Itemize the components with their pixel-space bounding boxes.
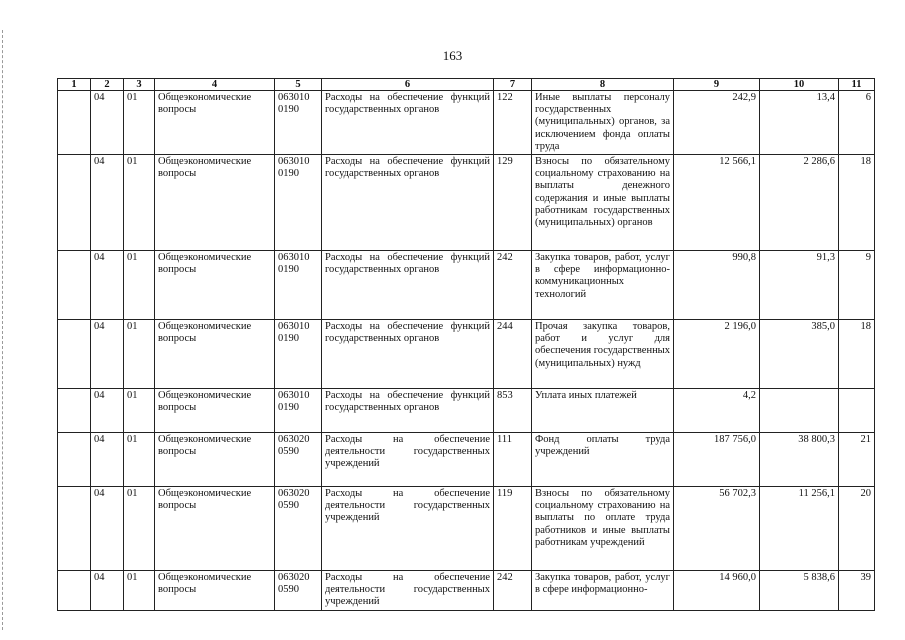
cell-text: 91,3 — [816, 252, 835, 264]
cell-text: Закупка товаров, работ, услуг в сфере информационно- — [535, 572, 670, 596]
target-code-part1: 063010 — [278, 390, 310, 402]
cell-target-name — [322, 433, 494, 487]
cell-text: Общеэкономические вопросы — [158, 572, 252, 596]
budget-table — [57, 78, 875, 611]
target-code-part1: 063020 — [278, 488, 310, 500]
cell-target-name — [322, 389, 494, 433]
cell-text: 01 — [127, 390, 138, 402]
table-row — [58, 487, 875, 571]
cell-text: 18 — [860, 321, 871, 333]
target-code-part1: 063010 — [278, 252, 310, 264]
cell-expense-type — [494, 487, 532, 571]
target-code-part2: 0190 — [278, 168, 299, 180]
target-code-part1: 063010 — [278, 156, 310, 168]
table-body — [58, 91, 875, 611]
table-row — [58, 389, 875, 433]
cell-text: Общеэкономические вопросы — [158, 390, 252, 414]
cell-text: 18 — [860, 156, 871, 168]
cell-section — [91, 571, 124, 611]
cell-section-name — [155, 91, 275, 155]
cell-text: 11 256,1 — [798, 488, 835, 500]
cell-expense-name — [532, 389, 674, 433]
page-number: 163 — [442, 48, 463, 63]
cell-text: 119 — [497, 488, 513, 500]
cell-amount-plan — [674, 320, 760, 389]
cell-target-name — [322, 251, 494, 320]
cell-text: 122 — [497, 92, 513, 103]
cell-amount-actual — [760, 389, 839, 433]
cell-percent — [839, 91, 875, 155]
cell-text: Общеэкономические вопросы — [158, 156, 252, 180]
cell-text: Взносы по обязательному социальному страхованию на выплаты денежного содержания и иные выплаты работникам государственных (муниципальных) органов — [535, 156, 670, 229]
cell-percent — [839, 487, 875, 571]
cell-text: Общеэкономические вопросы — [158, 252, 252, 276]
header-row — [58, 79, 875, 91]
cell-text: 990,8 — [732, 252, 756, 264]
cell-text: Расходы на обеспечение функций государственных органов — [325, 92, 490, 116]
cell-col1 — [58, 320, 91, 389]
cell-percent — [839, 389, 875, 433]
cell-text: Фонд оплаты труда учреждений — [535, 434, 670, 458]
column-header-9: 9 — [674, 79, 760, 91]
cell-text: Общеэкономические вопросы — [158, 321, 252, 345]
cell-section-name — [155, 571, 275, 611]
target-code-part2: 0590 — [278, 500, 299, 512]
cell-text: Расходы на обеспечение деятельности государственных учреждений — [325, 434, 490, 470]
column-header-7: 7 — [494, 79, 532, 91]
table-row — [58, 571, 875, 611]
cell-text: Прочая закупка товаров, работ и услуг для обеспечения государственных (муниципальных) нужд — [535, 321, 670, 369]
table-row — [58, 251, 875, 320]
cell-text: 21 — [860, 434, 871, 446]
cell-text: Расходы на обеспечение деятельности государственных учреждений — [325, 572, 490, 608]
cell-section-name — [155, 389, 275, 433]
cell-target-code — [275, 433, 322, 487]
cell-col1 — [58, 389, 91, 433]
cell-text: 04 — [94, 572, 105, 584]
cell-text: Взносы по обязательному социальному страхованию на выплаты по оплате труда работников и иные выплаты работникам учреждений — [535, 488, 670, 548]
cell-text: 242 — [497, 572, 513, 584]
cell-text: Расходы на обеспечение деятельности государственных учреждений — [325, 488, 490, 524]
cell-text: Закупка товаров, работ, услуг в сфере информационно-коммуникационных технологий — [535, 252, 670, 300]
cell-section — [91, 251, 124, 320]
cell-text: 2 196,0 — [724, 321, 756, 333]
target-code-part2: 0190 — [278, 104, 299, 116]
cell-text: 56 702,3 — [719, 488, 756, 500]
cell-section — [91, 389, 124, 433]
target-code-part1: 063010 — [278, 92, 310, 103]
cell-text: 01 — [127, 156, 138, 168]
column-header-8: 8 — [532, 79, 674, 91]
cell-text: Иные выплаты персоналу государственных (муниципальных) органов, за исключением фонда оплаты труда — [535, 92, 670, 152]
cell-text: 01 — [127, 488, 138, 500]
cell-expense-name — [532, 320, 674, 389]
cell-target-name — [322, 487, 494, 571]
cell-text: 13,4 — [816, 92, 835, 103]
cell-expense-type — [494, 389, 532, 433]
cell-section — [91, 487, 124, 571]
cell-target-code — [275, 91, 322, 155]
cell-subsection — [124, 91, 155, 155]
cell-text: 04 — [94, 92, 105, 103]
cell-text: 01 — [127, 321, 138, 333]
cell-text: 04 — [94, 390, 105, 402]
cell-expense-name — [532, 91, 674, 155]
cell-text: Общеэкономические вопросы — [158, 434, 252, 458]
cell-text: Расходы на обеспечение функций государственных органов — [325, 390, 490, 414]
cell-amount-plan — [674, 251, 760, 320]
cell-amount-plan — [674, 389, 760, 433]
cell-col1 — [58, 487, 91, 571]
cell-amount-plan — [674, 433, 760, 487]
cell-amount-plan — [674, 571, 760, 611]
target-code-part2: 0590 — [278, 446, 299, 458]
target-code-part2: 0190 — [278, 402, 299, 414]
table-row — [58, 433, 875, 487]
cell-text: 01 — [127, 92, 138, 103]
cell-text: Общеэкономические вопросы — [158, 488, 252, 512]
cell-expense-name — [532, 487, 674, 571]
cell-subsection — [124, 487, 155, 571]
cell-text: 01 — [127, 572, 138, 584]
cell-text: 5 838,6 — [803, 572, 835, 584]
cell-percent — [839, 320, 875, 389]
cell-expense-name — [532, 433, 674, 487]
table-row — [58, 320, 875, 389]
cell-expense-type — [494, 251, 532, 320]
column-header-11: 11 — [839, 79, 875, 91]
cell-subsection — [124, 155, 155, 251]
cell-text: 12 566,1 — [719, 156, 756, 168]
table-row — [58, 155, 875, 251]
cell-target-code — [275, 155, 322, 251]
column-header-6: 6 — [322, 79, 494, 91]
cell-text: 2 286,6 — [803, 156, 835, 168]
cell-percent — [839, 433, 875, 487]
cell-text: Расходы на обеспечение функций государственных органов — [325, 321, 490, 345]
cell-text: 04 — [94, 321, 105, 333]
cell-amount-actual — [760, 155, 839, 251]
cell-percent — [839, 251, 875, 320]
column-header-4: 4 — [155, 79, 275, 91]
cell-section-name — [155, 155, 275, 251]
cell-amount-actual — [760, 91, 839, 155]
cell-target-name — [322, 155, 494, 251]
cell-expense-type — [494, 320, 532, 389]
cell-text: 244 — [497, 321, 513, 333]
cell-section-name — [155, 487, 275, 571]
cell-target-code — [275, 571, 322, 611]
cell-target-code — [275, 487, 322, 571]
cell-text: Общеэкономические вопросы — [158, 92, 252, 116]
cell-subsection — [124, 433, 155, 487]
cell-section — [91, 155, 124, 251]
cell-subsection — [124, 571, 155, 611]
cell-text: 04 — [94, 488, 105, 500]
cell-section — [91, 433, 124, 487]
cell-text: 6 — [865, 92, 871, 103]
cell-text: 39 — [860, 572, 871, 584]
cell-text: Расходы на обеспечение функций государственных органов — [325, 252, 490, 276]
target-code-part2: 0590 — [278, 584, 299, 596]
cell-target-name — [322, 91, 494, 155]
cell-amount-actual — [760, 251, 839, 320]
cell-subsection — [124, 251, 155, 320]
cell-text: 129 — [497, 156, 513, 168]
cell-amount-actual — [760, 433, 839, 487]
target-code-part1: 063020 — [278, 572, 310, 584]
cell-text: 242,9 — [732, 92, 756, 103]
cell-target-name — [322, 571, 494, 611]
cell-text: 04 — [94, 434, 105, 446]
cell-section-name — [155, 251, 275, 320]
cell-section — [91, 91, 124, 155]
cell-percent — [839, 571, 875, 611]
cell-section — [91, 320, 124, 389]
cell-target-code — [275, 251, 322, 320]
cell-percent — [839, 155, 875, 251]
cell-section-name — [155, 433, 275, 487]
cell-text: 187 756,0 — [714, 434, 756, 446]
cell-text: 14 960,0 — [719, 572, 756, 584]
cell-target-code — [275, 320, 322, 389]
target-code-part1: 063010 — [278, 321, 310, 333]
column-header-10: 10 — [760, 79, 839, 91]
cell-amount-actual — [760, 320, 839, 389]
cell-col1 — [58, 571, 91, 611]
cell-text: Расходы на обеспечение функций государственных органов — [325, 156, 490, 180]
cell-text: 01 — [127, 252, 138, 264]
cell-text: 242 — [497, 252, 513, 264]
column-header-1: 1 — [58, 79, 91, 91]
cell-text: 4,2 — [742, 390, 756, 402]
cell-section-name — [155, 320, 275, 389]
cell-amount-plan — [674, 91, 760, 155]
cell-col1 — [58, 251, 91, 320]
column-header-5: 5 — [275, 79, 322, 91]
cell-text: 04 — [94, 156, 105, 168]
cell-amount-actual — [760, 487, 839, 571]
cell-text: 853 — [497, 390, 513, 402]
cell-amount-plan — [674, 487, 760, 571]
cell-text: 111 — [497, 434, 512, 446]
cell-expense-name — [532, 155, 674, 251]
target-code-part2: 0190 — [278, 264, 299, 276]
cell-text: Уплата иных платежей — [535, 390, 637, 402]
cell-col1 — [58, 155, 91, 251]
cell-text: 01 — [127, 434, 138, 446]
column-header-2: 2 — [91, 79, 124, 91]
cell-expense-type — [494, 91, 532, 155]
cell-expense-type — [494, 433, 532, 487]
target-code-part2: 0190 — [278, 333, 299, 345]
cell-subsection — [124, 389, 155, 433]
cell-text: 20 — [860, 488, 871, 500]
cell-text: 04 — [94, 252, 105, 264]
cell-subsection — [124, 320, 155, 389]
margin-scan-marks — [2, 30, 5, 630]
cell-text: 385,0 — [811, 321, 835, 333]
cell-expense-type — [494, 155, 532, 251]
cell-text: 9 — [865, 252, 871, 264]
column-header-3: 3 — [124, 79, 155, 91]
cell-col1 — [58, 91, 91, 155]
cell-amount-actual — [760, 571, 839, 611]
cell-amount-plan — [674, 155, 760, 251]
cell-expense-name — [532, 251, 674, 320]
cell-expense-type — [494, 571, 532, 611]
cell-text: 38 800,3 — [798, 434, 835, 446]
cell-col1 — [58, 433, 91, 487]
cell-target-code — [275, 389, 322, 433]
target-code-part1: 063020 — [278, 434, 310, 446]
cell-target-name — [322, 320, 494, 389]
table-row — [58, 91, 875, 155]
cell-expense-name — [532, 571, 674, 611]
